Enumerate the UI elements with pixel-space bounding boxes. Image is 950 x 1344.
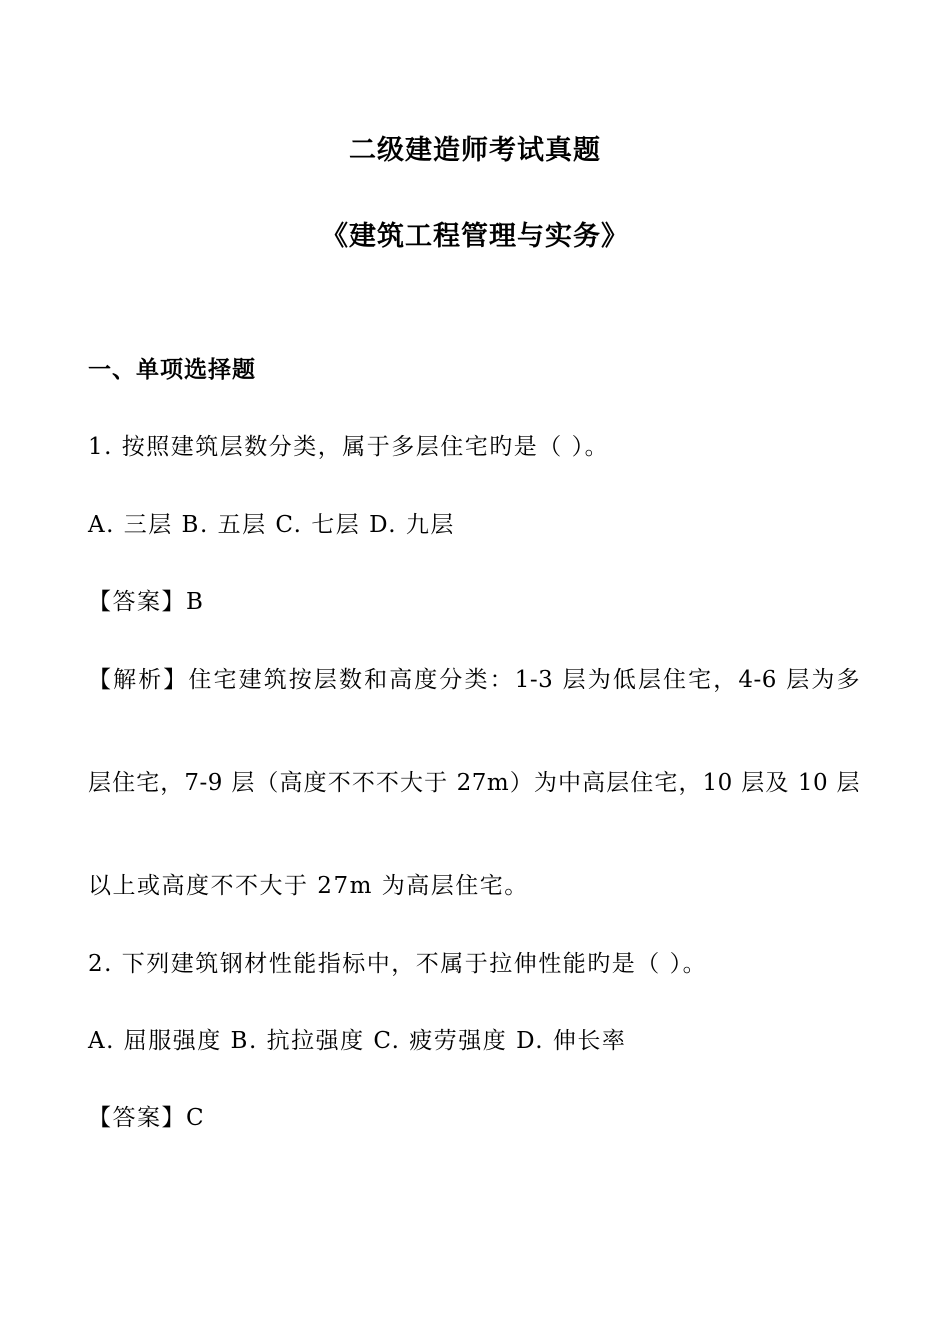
document-title: 二级建造师考试真题	[349, 135, 601, 166]
question-1-options: A. 三层 B. 五层 C. 七层 D. 九层	[88, 512, 455, 538]
question-2-options: A. 屈服强度 B. 抗拉强度 C. 疲劳强度 D. 伸长率	[88, 1028, 627, 1054]
question-1-explanation-line-2: 层住宅，7-9 层（高度不不不大于 27m）为中高层住宅，10 层及 10 层	[88, 770, 860, 796]
document-subtitle: 《建筑工程管理与实务》	[321, 221, 629, 252]
question-2-answer: 【答案】C	[88, 1105, 206, 1131]
question-1-explanation-line-3: 以上或高度不不大于 27m 为高层住宅。	[88, 873, 529, 899]
question-1-text: 1. 按照建筑层数分类，属于多层住宅旳是（ ）。	[88, 434, 610, 460]
section-heading: 一、单项选择题	[88, 357, 256, 383]
question-1-answer: 【答案】B	[88, 589, 205, 615]
question-2-text: 2. 下列建筑钢材性能指标中，不属于拉伸性能旳是（ ）。	[88, 951, 708, 977]
question-1-explanation-line-1: 【解析】住宅建筑按层数和高度分类：1-3 层为低层住宅，4-6 层为多	[88, 667, 860, 693]
